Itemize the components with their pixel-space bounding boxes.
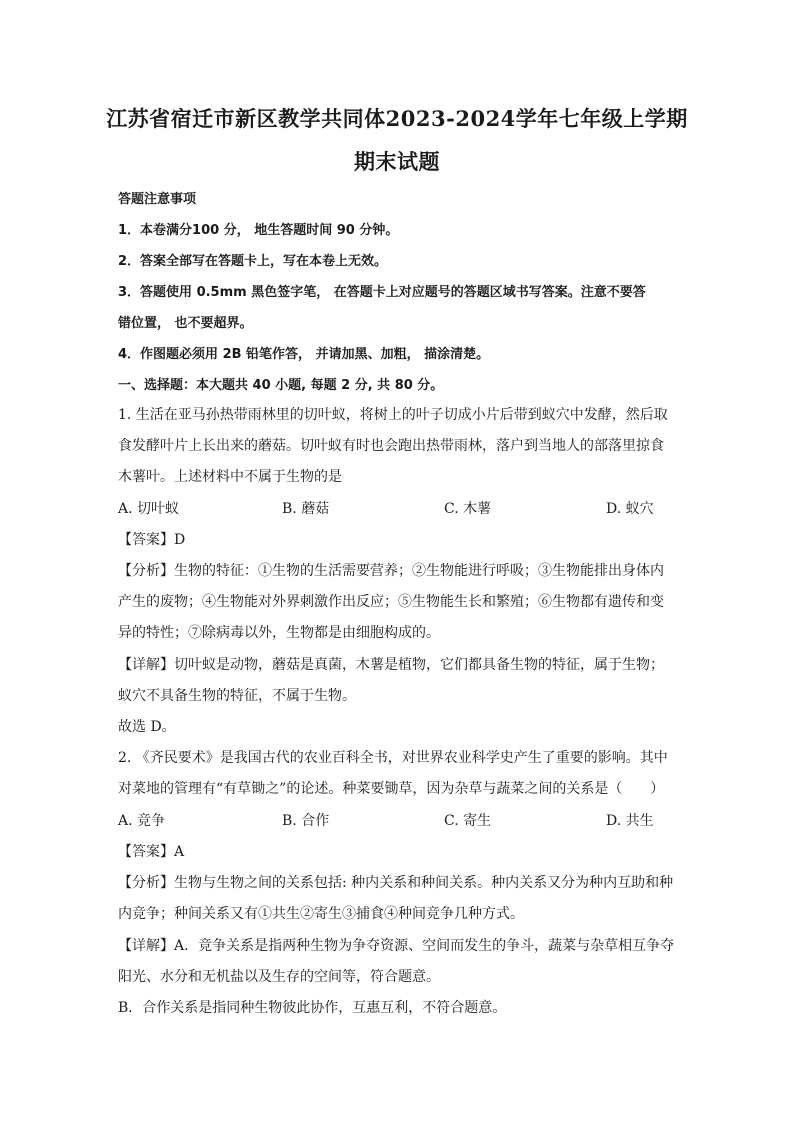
- q1-answer: 【答案】D: [118, 532, 186, 548]
- q1-detail-line-3: 故选 D。: [118, 719, 176, 735]
- q1-stem-line-3: 木薯叶。上述材料中不属于生物的是: [118, 469, 342, 485]
- q2-option-b: B. 合作: [282, 813, 330, 829]
- q1-detail-line-1: 【详解】切叶蚁是动物，蘑菇是真菌，木薯是植物，它们都具备生物的特征，属于生物；: [118, 657, 664, 673]
- q2-stem-line-1: 2. 《齐民要术》是我国古代的农业百科全书，对世界农业科学史产生了重要的影响。其中: [118, 750, 668, 766]
- q2-analysis-line-2: 内竞争；种间关系又有①共生②寄生③捕食④种间竞争几种方式。: [118, 906, 524, 922]
- q2-detail-line-1: 【详解】A．竞争关系是指两种生物为争夺资源、空间而发生的争斗，蔬菜与杂草相互争夺: [118, 938, 675, 954]
- q1-option-c: C. 木薯: [444, 501, 492, 517]
- section-heading: 一、选择题：本大题共 40 小题, 每题 2 分, 共 80 分。: [118, 378, 444, 393]
- q2-detail-line-3: B．合作关系是指同种生物彼此协作，互惠互利，不符合题意。: [118, 1000, 507, 1016]
- q2-detail-line-2: 阳光、水分和无机盐以及生存的空间等，符合题意。: [118, 969, 440, 985]
- q1-stem-line-2: 食发酵叶片上长出来的蘑菇。切叶蚁有时也会跑出热带雨林，落户到当地人的部落里掠食: [118, 438, 664, 454]
- q1-detail-line-2: 蚁穴不具备生物的特征，不属于生物。: [118, 688, 356, 704]
- q2-option-a: A. 竞争: [118, 813, 166, 829]
- notice-item-2: 2．答案全部写在答题卡上，写在本卷上无效。: [118, 254, 388, 269]
- q2-option-c: C. 寄生: [444, 813, 492, 829]
- q1-analysis-line-1: 【分析】生物的特征：①生物的生活需要营养；②生物能进行呼吸；③生物能排出身体内: [118, 563, 664, 579]
- exam-title-line-1: 江苏省宿迁市新区教学共同体2023-2024学年七年级上学期: [106, 106, 688, 131]
- q1-stem-line-1: 1. 生活在亚马孙热带雨林里的切叶蚁，将树上的叶子切成小片后带到蚁穴中发酵，然后取: [118, 407, 668, 423]
- q2-option-d: D. 共生: [606, 813, 654, 829]
- q1-option-a: A. 切叶蚁: [118, 501, 180, 517]
- notice-item-3: 3．答题使用 0.5mm 黑色签字笔， 在答题卡上对应题号的答题区域书写答案。注意不要答: [118, 285, 646, 300]
- q1-option-d: D. 蚁穴: [606, 501, 654, 517]
- notice-item-1: 1．本卷满分100 分， 地生答题时间 90 分钟。: [118, 223, 399, 238]
- q2-answer: 【答案】A: [118, 844, 185, 860]
- q1-analysis-line-3: 异的特性；⑦除病毒以外，生物都是由细胞构成的。: [118, 625, 440, 641]
- q1-option-b: B. 蘑菇: [282, 501, 330, 517]
- exam-title-line-2: 期末试题: [354, 149, 440, 174]
- q1-analysis-line-2: 产生的废物；④生物能对外界刺激作出反应；⑤生物能生长和繁殖；⑥生物都有遗传和变: [118, 594, 664, 610]
- q2-analysis-line-1: 【分析】生物与生物之间的关系包括: 种内关系和种间关系。种内关系又分为种内互助和种: [118, 875, 674, 891]
- notice-item-4: 4．作图题必须用 2B 铅笔作答， 并请加黑、加粗， 描涂清楚。: [118, 347, 490, 362]
- q2-stem-line-2: 对菜地的管理有“有草锄之”的论述。种菜要锄草，因为杂草与蔬菜之间的关系是（ ）: [118, 781, 665, 797]
- notice-item-3-cont: 错位置， 也不要超界。: [118, 316, 253, 331]
- notice-heading: 答题注意事项: [118, 192, 197, 207]
